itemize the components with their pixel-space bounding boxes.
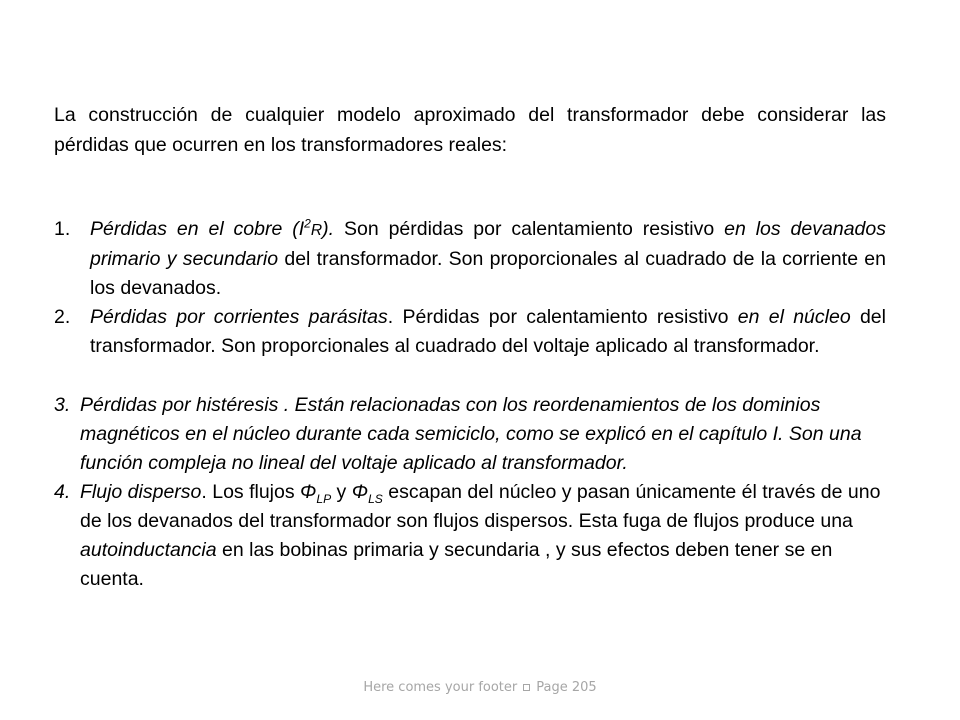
footer: [0, 680, 960, 695]
flux-symbol-lp: $\Phi_{LP}$: [300, 481, 332, 506]
losses-list-continued: [54, 391, 894, 594]
item-body: Pérdidas en el cobre $(I^2R)$. Son pérdidas por calentamiento resistivo en los devanados primario y secundario del transformador. Son proporcionales al cuadrado de la corriente en los devanados.: [90, 216, 886, 299]
item-title: Pérdidas en el cobre $(I^2R)$.: [90, 216, 335, 240]
losses-list-numbered: [54, 215, 886, 361]
page-number: Page 205: [536, 680, 597, 695]
item-body: Pérdidas por corrientes parásitas. Pérdidas por calentamiento resistivo en el núcleo del transformador. Son proporcionales al cuadrado del voltaje aplicado al transformador.: [90, 306, 886, 357]
footer-separator-icon: [523, 684, 530, 691]
item-title: Flujo disperso: [80, 481, 202, 503]
item-title: Pérdidas por corrientes parásitas: [90, 306, 388, 328]
intro-paragraph: La construcción de cualquier modelo aproximado del transformador debe considerar las pérdidas que ocurren en los transformadores reales:: [54, 104, 886, 156]
list-item-eddy-current-losses: [54, 303, 886, 361]
item-number: 2.: [54, 306, 71, 328]
list-item-hysteresis-losses: [54, 391, 894, 478]
item-body: Flujo disperso. Los flujos $\Phi_{LP}$ y $\Phi_{LS}$ escapan del núcleo y pasan únicamente él través de uno de los devanados del transformador son flujos dispersos. Esta fuga de flujos produce una autoinductancia en las bobinas primaria y secundaria , y sus efectos deben tener se en cuenta.: [80, 481, 881, 590]
item-number: 3.: [54, 394, 71, 416]
footer-text: Here comes your footer: [363, 680, 518, 695]
item-number: 1.: [54, 218, 71, 240]
list-item-copper-losses: [54, 215, 886, 303]
item-number: 4.: [54, 481, 71, 503]
list-item-leakage-flux: [54, 478, 894, 594]
flux-symbol-ls: $\Phi_{LS}$: [351, 481, 383, 506]
item-body: Pérdidas por histéresis . Están relacionadas con los reordenamientos de los dominios magnéticos en el núcleo durante cada semiciclo, como se explicó en el capítulo I. Son una función compleja no lineal del voltaje aplicado al transformador.: [80, 394, 862, 474]
